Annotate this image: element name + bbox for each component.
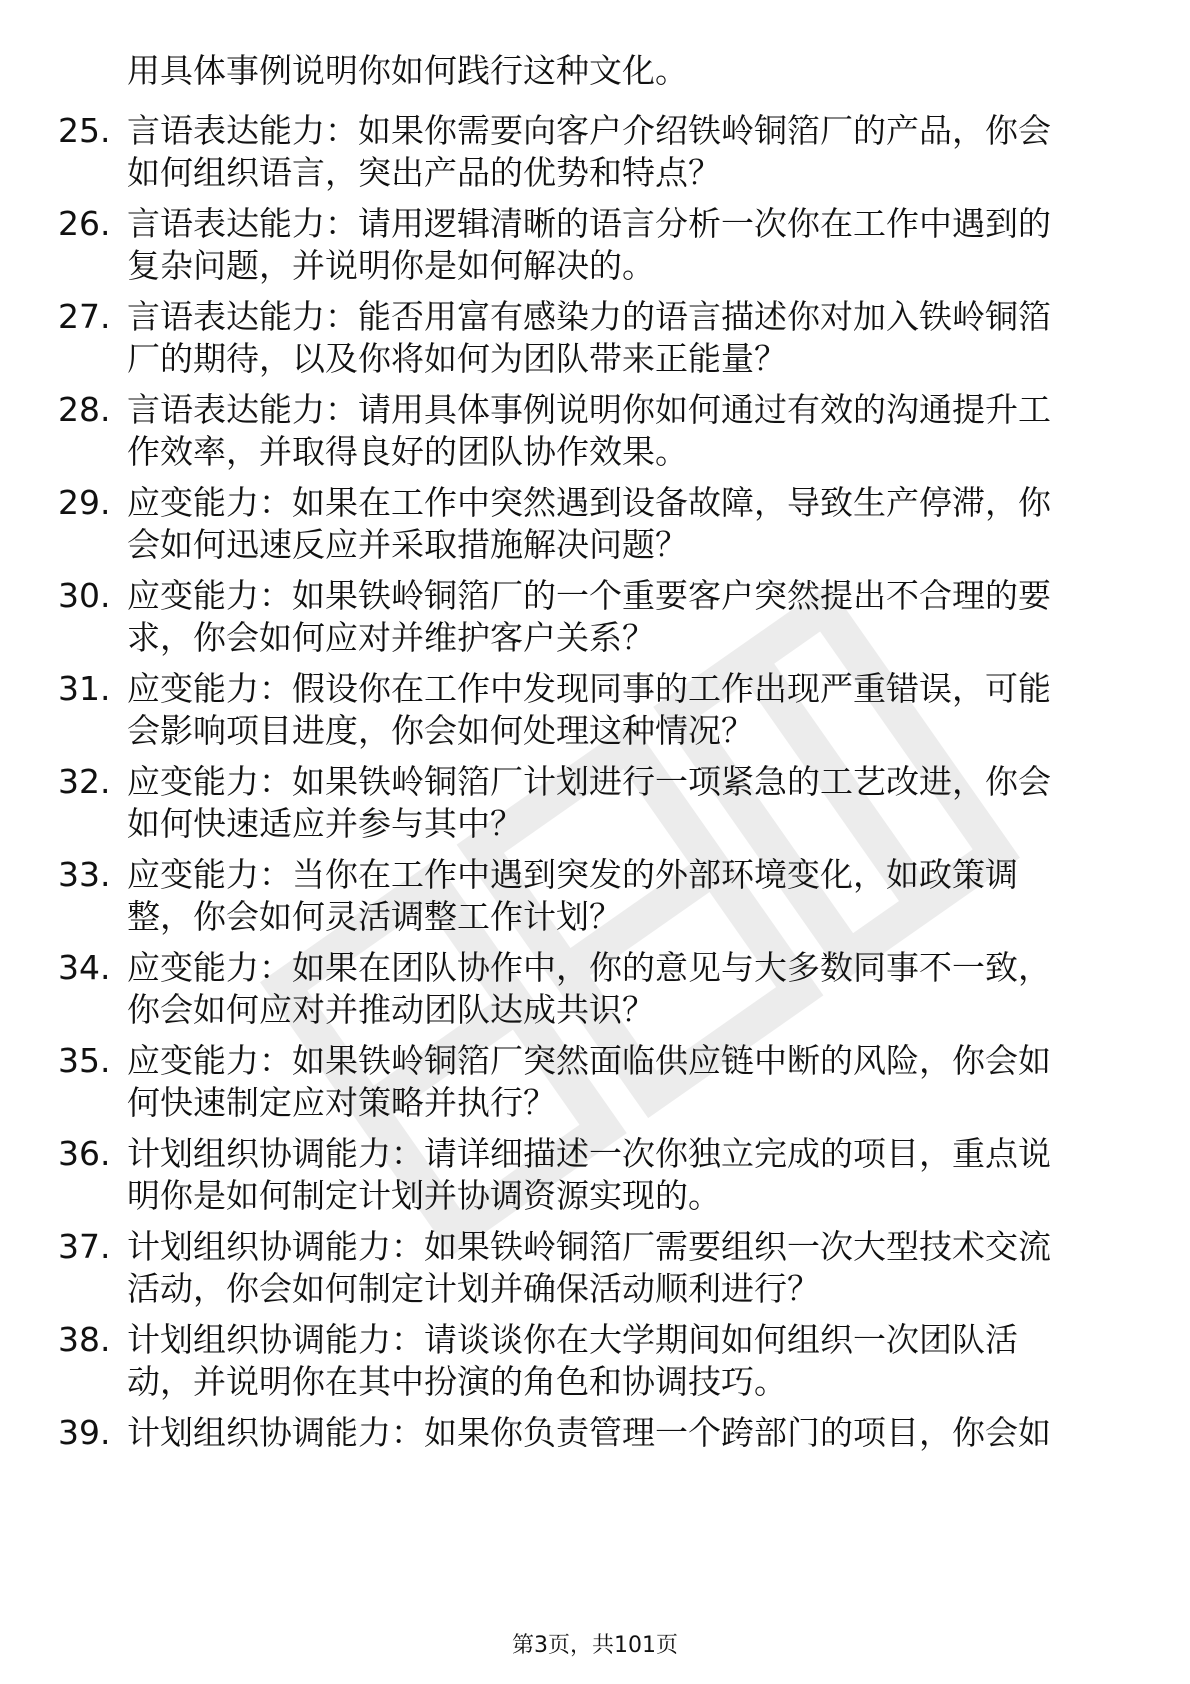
question-number: 30. [58, 576, 111, 615]
question-number: 33. [58, 855, 111, 894]
question-text-line: 如何快速适应并参与其中？ [127, 804, 523, 843]
question-text-line: 计划组织协调能力：请谈谈你在大学期间如何组织一次团队活 [127, 1320, 1018, 1359]
question-text-line: 计划组织协调能力：请详细描述一次你独立完成的项目，重点说 [127, 1134, 1051, 1173]
question-text-line: 求，你会如何应对并维护客户关系？ [127, 618, 655, 657]
question-text-line: 计划组织协调能力：如果铁岭铜箔厂需要组织一次大型技术交流 [127, 1227, 1051, 1266]
question-text-line: 明你是如何制定计划并协调资源实现的。 [127, 1176, 721, 1215]
question-number: 25. [58, 111, 111, 150]
question-text-line: 应变能力：当你在工作中遇到突发的外部环境变化，如政策调 [127, 855, 1018, 894]
question-number: 32. [58, 762, 111, 801]
question-text-line: 动，并说明你在其中扮演的角色和协调技巧。 [127, 1362, 787, 1401]
question-text-line: 应变能力：如果铁岭铜箔厂的一个重要客户突然提出不合理的要 [127, 576, 1051, 615]
question-text-line: 应变能力：如果在工作中突然遇到设备故障，导致生产停滞，你 [127, 483, 1051, 522]
question-text-line: 活动，你会如何制定计划并确保活动顺利进行？ [127, 1269, 820, 1308]
question-number: 38. [58, 1320, 111, 1359]
question-text-line: 言语表达能力：请用具体事例说明你如何通过有效的沟通提升工 [127, 390, 1051, 429]
question-text-line: 应变能力：如果在团队协作中，你的意见与大多数同事不一致， [127, 948, 1051, 987]
question-number: 35. [58, 1041, 111, 1080]
question-text-line: 应变能力：假设你在工作中发现同事的工作出现严重错误，可能 [127, 669, 1051, 708]
question-number: 27. [58, 297, 111, 336]
question-number: 26. [58, 204, 111, 243]
question-text-line: 言语表达能力：能否用富有感染力的语言描述你对加入铁岭铜箔 [127, 297, 1051, 336]
question-text-line: 何快速制定应对策略并执行？ [127, 1083, 556, 1122]
question-number: 37. [58, 1227, 111, 1266]
question-text-line: 应变能力：如果铁岭铜箔厂突然面临供应链中断的风险，你会如 [127, 1041, 1051, 1080]
continuation-text: 用具体事例说明你如何践行这种文化。 [127, 51, 688, 90]
question-number: 29. [58, 483, 111, 522]
question-number: 28. [58, 390, 111, 429]
question-text-line: 会如何迅速反应并采取措施解决问题？ [127, 525, 688, 564]
question-text-line: 如何组织语言，突出产品的优势和特点？ [127, 153, 721, 192]
question-text-line: 计划组织协调能力：如果你负责管理一个跨部门的项目，你会如 [127, 1413, 1051, 1452]
page-footer: 第3页，共101页 [512, 1633, 678, 1658]
question-text-line: 应变能力：如果铁岭铜箔厂计划进行一项紧急的工艺改进，你会 [127, 762, 1051, 801]
question-text-line: 整，你会如何灵活调整工作计划？ [127, 897, 622, 936]
question-number: 39. [58, 1413, 111, 1452]
question-text-line: 言语表达能力：如果你需要向客户介绍铁岭铜箔厂的产品，你会 [127, 111, 1051, 150]
question-number: 34. [58, 948, 111, 987]
question-text-line: 你会如何应对并推动团队达成共识？ [127, 990, 655, 1029]
question-text-line: 会影响项目进度，你会如何处理这种情况？ [127, 711, 754, 750]
question-text-line: 复杂问题，并说明你是如何解决的。 [127, 246, 655, 285]
question-text-line: 作效率，并取得良好的团队协作效果。 [127, 432, 688, 471]
question-text-line: 言语表达能力：请用逻辑清晰的语言分析一次你在工作中遇到的 [127, 204, 1051, 243]
question-number: 36. [58, 1134, 111, 1173]
question-number: 31. [58, 669, 111, 708]
question-text-line: 厂的期待，以及你将如何为团队带来正能量？ [127, 339, 787, 378]
